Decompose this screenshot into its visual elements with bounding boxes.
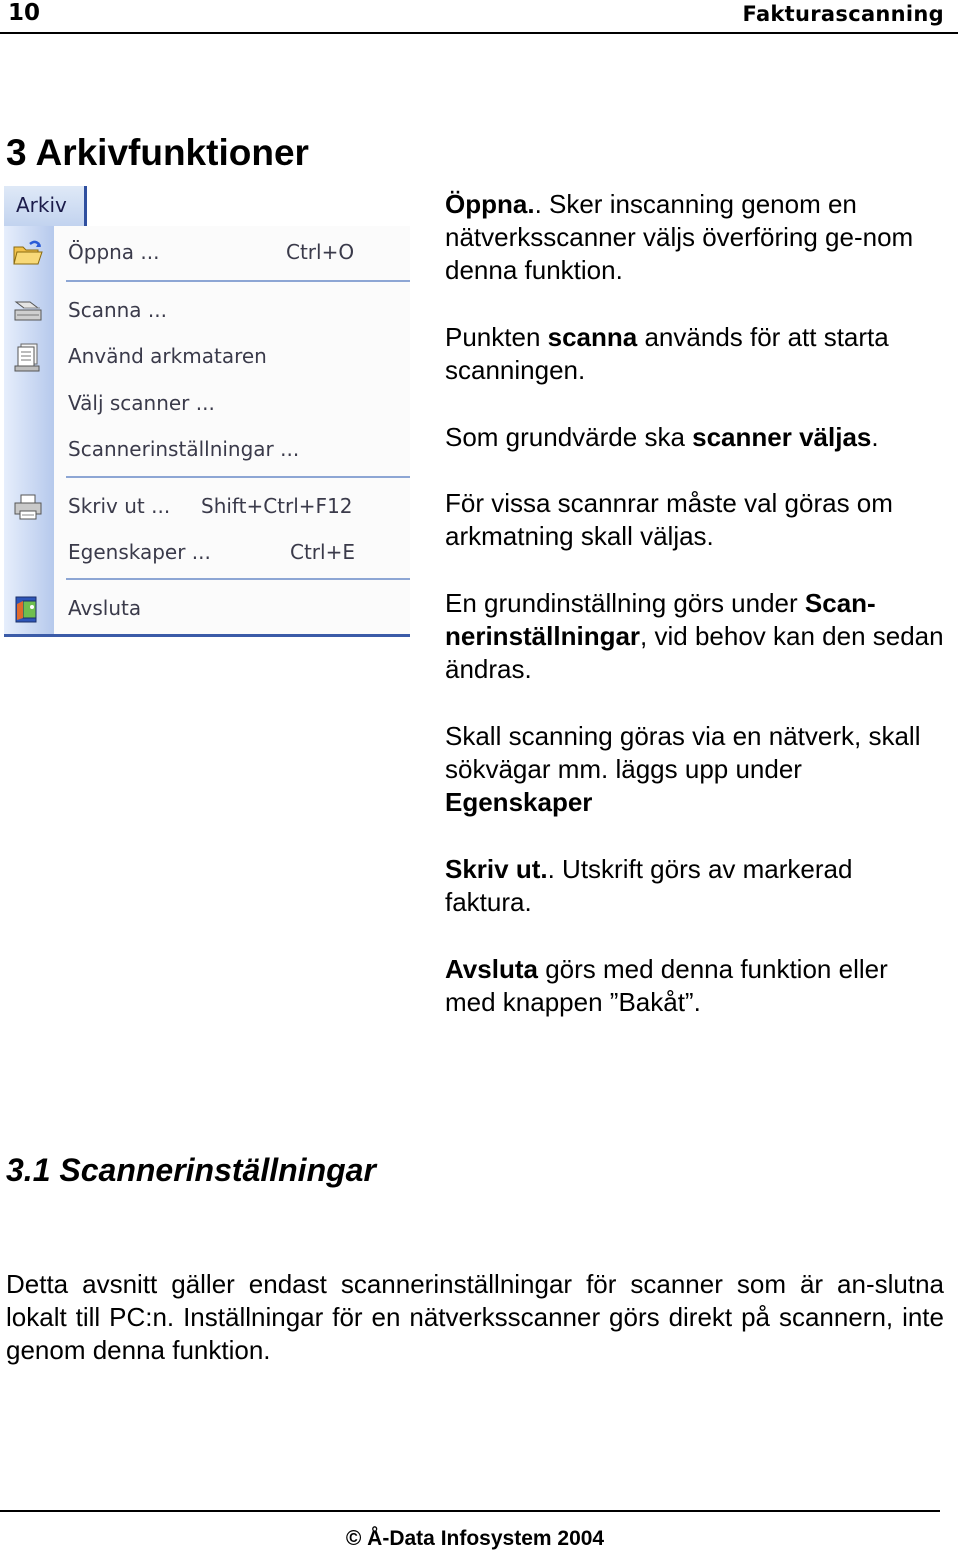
desc-open-text: . Sker inscanning genom en nätverksscanner väljs överföring ge-nom denna funktion.	[445, 189, 914, 285]
desc-settings-post: , vid behov kan den sedan ändras.	[445, 621, 944, 684]
desc-open-term: Öppna.	[445, 189, 535, 219]
desc-network	[445, 720, 945, 819]
desc-settings	[445, 587, 945, 686]
file-menu-screenshot	[4, 186, 412, 638]
open-folder-icon	[12, 238, 44, 268]
page-number: 10	[8, 0, 41, 26]
header-rule	[0, 32, 958, 34]
menu-item-label: Skriv ut ...	[68, 494, 171, 518]
menu-item-shortcut: Ctrl+O	[286, 240, 355, 264]
footer-rule	[0, 1510, 940, 1512]
desc-default-post: .	[871, 422, 879, 452]
menu-dropdown	[4, 226, 410, 637]
desc-scan-pre: Punkten	[445, 322, 548, 352]
menu-item-document-feeder[interactable]	[4, 336, 410, 376]
menu-item-label: Använd arkmataren	[68, 344, 267, 368]
menu-item-label: Scannerinställningar ...	[68, 437, 300, 461]
menu-bar-arkiv[interactable]	[4, 186, 87, 226]
menu-item-label: Öppna ...	[68, 240, 160, 264]
desc-default-scanner	[445, 421, 945, 454]
desc-open	[445, 188, 945, 287]
exit-icon	[12, 594, 44, 624]
footer-copyright: © Å-Data Infosystem 2004	[345, 1527, 605, 1550]
menu-item-label: Egenskaper ...	[68, 540, 211, 564]
menu-bar-label: Arkiv	[16, 193, 67, 217]
desc-print-term: Skriv ut.	[445, 854, 548, 884]
menu-separator	[66, 476, 410, 478]
menu-item-label: Avsluta	[68, 596, 142, 620]
desc-network-pre: Skall scanning göras via en nätverk, skall sökvägar mm. läggs upp under	[445, 721, 921, 784]
subsection-paragraph: Detta avsnitt gäller endast scannerinställningar för scanner som är an-slutna lokalt till PC:n. Inställningar för en nätverksscanner görs direkt på scannern, inte genom denna funktion.	[6, 1269, 944, 1365]
menu-item-scan[interactable]	[4, 290, 410, 330]
menu-separator	[66, 280, 410, 282]
subsection-heading: 3.1 Scannerinställningar	[6, 1152, 376, 1188]
desc-scan-term: scanna	[547, 322, 638, 352]
menu-item-label: Välj scanner ...	[68, 391, 215, 415]
desc-default-pre: Som grundvärde ska	[445, 422, 693, 452]
desc-print-text: . Utskrift görs av markerad faktura.	[445, 854, 853, 917]
menu-item-exit[interactable]	[4, 588, 410, 628]
menu-separator	[66, 578, 410, 580]
desc-print	[445, 853, 945, 919]
desc-scan-post: används för att starta scanningen.	[445, 322, 889, 385]
menu-item-label: Scanna ...	[68, 298, 167, 322]
printer-icon	[12, 492, 44, 522]
desc-exit	[445, 953, 945, 1019]
desc-settings-term: Scan-nerinställningar	[445, 588, 876, 651]
menu-item-properties[interactable]	[4, 532, 410, 572]
desc-feeder	[445, 487, 945, 553]
desc-feeder-text: För vissa scannrar måste val göras om arkmatning skall väljas.	[445, 488, 893, 551]
running-header-title: Fakturascanning	[742, 2, 944, 26]
desc-default-term: scanner väljas	[692, 422, 872, 452]
desc-scan	[445, 321, 945, 387]
desc-exit-text: görs med denna funktion eller med knappen ”Bakåt”.	[445, 954, 888, 1017]
menu-item-open[interactable]	[4, 232, 410, 272]
section-heading: 3 Arkivfunktioner	[6, 132, 309, 173]
menu-item-shortcut: Ctrl+E	[290, 540, 355, 564]
desc-settings-pre: En grundinställning görs under	[445, 588, 805, 618]
desc-network-term: Egenskaper	[445, 787, 593, 817]
menu-item-scanner-settings[interactable]	[4, 429, 410, 469]
desc-exit-term: Avsluta	[445, 954, 538, 984]
menu-item-shortcut: Shift+Ctrl+F12	[201, 494, 353, 518]
menu-item-print[interactable]	[4, 486, 410, 526]
scan-icon	[12, 296, 44, 326]
menu-item-select-scanner[interactable]	[4, 383, 410, 423]
document-feeder-icon	[12, 342, 44, 372]
